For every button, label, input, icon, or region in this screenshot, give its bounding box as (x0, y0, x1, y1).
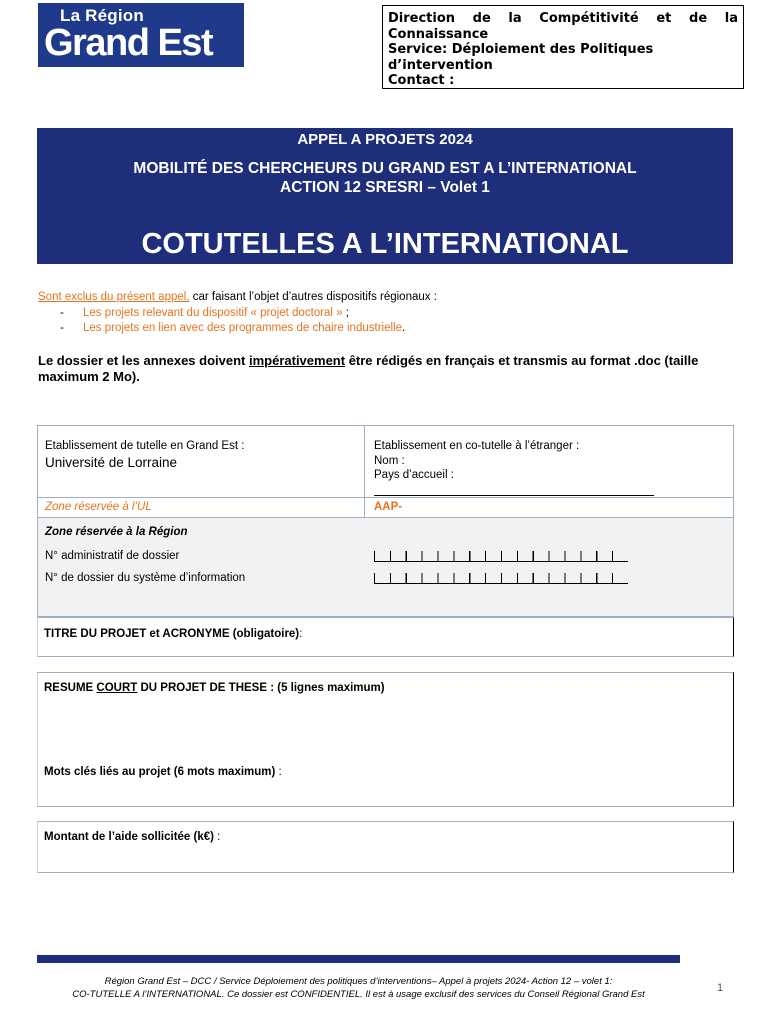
contact-line-5: Contact : (388, 73, 455, 88)
home-establishment-value[interactable]: Université de Lorraine (45, 455, 178, 470)
exclusion-item-text: Les projets en lien avec des programmes de chaire industrielle (83, 322, 402, 334)
keywords-label (44, 766, 282, 778)
region-reserved-zone-label: Zone réservée à la Région (45, 526, 188, 538)
contact-line-3: Service: Déploiement des Politiques (388, 42, 654, 57)
contact-line-2: Connaissance (388, 26, 489, 42)
admin-file-number-field[interactable] (374, 551, 628, 562)
page-number: 1 (717, 982, 724, 994)
summary-label-c: DU PROJET DE THESE : (5 lignes maximum) (137, 682, 385, 694)
establishment-table (37, 425, 734, 617)
footer-line-1: Région Grand Est – DCC / Service Déploiement des politiques d’interventions– Appel à projets 2024- Action 12 – volet 1: (104, 976, 613, 987)
list-dash: - (60, 306, 64, 319)
dossier-text-c: être rédigés en français et transmis au format .doc (taille maximum 2 Mo). (38, 353, 699, 384)
exclusions-rest: car faisant l’objet d’autres dispositifs régionaux : (189, 291, 437, 303)
logo-top-text: La Région (60, 6, 144, 25)
banner-call-year: APPEL A PROJETS 2024 (297, 131, 473, 148)
logo-main-text: Grand Est (44, 22, 213, 64)
ul-reserved-zone-label: Zone réservée à l’UL (45, 501, 152, 513)
summary-label-emphasis: COURT (96, 682, 138, 694)
thesis-summary-label (44, 682, 385, 694)
title-banner (37, 128, 733, 264)
footer-line-2: CO-TUTELLE A l’INTERNATIONAL. Ce dossier est CONFIDENTIEL. Il est à usage exclusif des services du Conseil Régional Grand Est (72, 989, 645, 1000)
exclusions-section (38, 290, 437, 337)
banner-program: MOBILITÉ DES CHERCHEURS DU GRAND EST A L’INTERNATIONAL (133, 160, 637, 177)
summary-label-a: RESUME (44, 682, 97, 694)
system-file-number-label: N° de dossier du système d’information (45, 572, 246, 584)
contact-box (382, 5, 744, 89)
table-row-divider (38, 517, 733, 518)
aap-reference: AAP- (374, 501, 403, 513)
exclusion-item (38, 321, 437, 337)
footer-bar (37, 955, 680, 963)
project-title-box[interactable] (37, 617, 734, 657)
exclusion-item-text: Les projets relevant du dispositif « projet doctoral » (83, 306, 343, 319)
system-file-number-field[interactable] (374, 573, 628, 584)
dossier-text-emphasis: impérativement (248, 353, 346, 368)
host-country-label: Pays d’accueil : (374, 469, 454, 481)
exclusion-item-end: . (401, 322, 406, 334)
home-establishment-label: Etablissement de tutelle en Grand Est : (45, 440, 245, 452)
list-dash: - (60, 322, 64, 334)
footer-text (37, 975, 680, 1001)
foreign-establishment-label: Etablissement en co-tutelle à l’étranger : (374, 440, 580, 452)
foreign-name-label: Nom : (374, 455, 405, 467)
dossier-instructions (38, 353, 728, 385)
funding-amount-colon: : (213, 831, 221, 843)
banner-title: COTUTELLES A L’INTERNATIONAL (141, 228, 629, 260)
project-title-label-text: TITRE DU PROJET et ACRONYME (obligatoire) (44, 628, 300, 640)
exclusion-item-end: ; (342, 306, 349, 319)
project-title-label (44, 628, 302, 640)
exclusion-item (38, 306, 437, 322)
region-logo (38, 3, 244, 67)
banner-action: ACTION 12 SRESRI – Volet 1 (280, 179, 490, 196)
table-row-divider (38, 497, 733, 498)
keywords-colon: : (275, 766, 282, 778)
funding-amount-box[interactable] (37, 821, 734, 873)
funding-amount-label-text: Montant de l’aide sollicitée (k€) (44, 831, 214, 843)
exclusions-intro (38, 290, 437, 306)
project-title-colon: : (299, 628, 303, 640)
contact-line-1: Direction de la Compétitivité et de la (388, 11, 738, 26)
admin-file-number-label: N° administratif de dossier (45, 550, 180, 562)
dossier-text-a: Le dossier et les annexes doivent (38, 353, 249, 368)
host-country-field[interactable] (374, 495, 654, 496)
thesis-summary-box[interactable] (37, 672, 734, 807)
exclusions-list (38, 306, 437, 337)
keywords-label-text: Mots clés liés au projet (6 mots maximum) (44, 766, 276, 778)
funding-amount-label (44, 831, 220, 843)
table-column-divider (364, 426, 365, 518)
exclusions-lead: Sont exclus du présent appel, (38, 291, 190, 303)
contact-line-4: d’intervention (388, 57, 493, 73)
